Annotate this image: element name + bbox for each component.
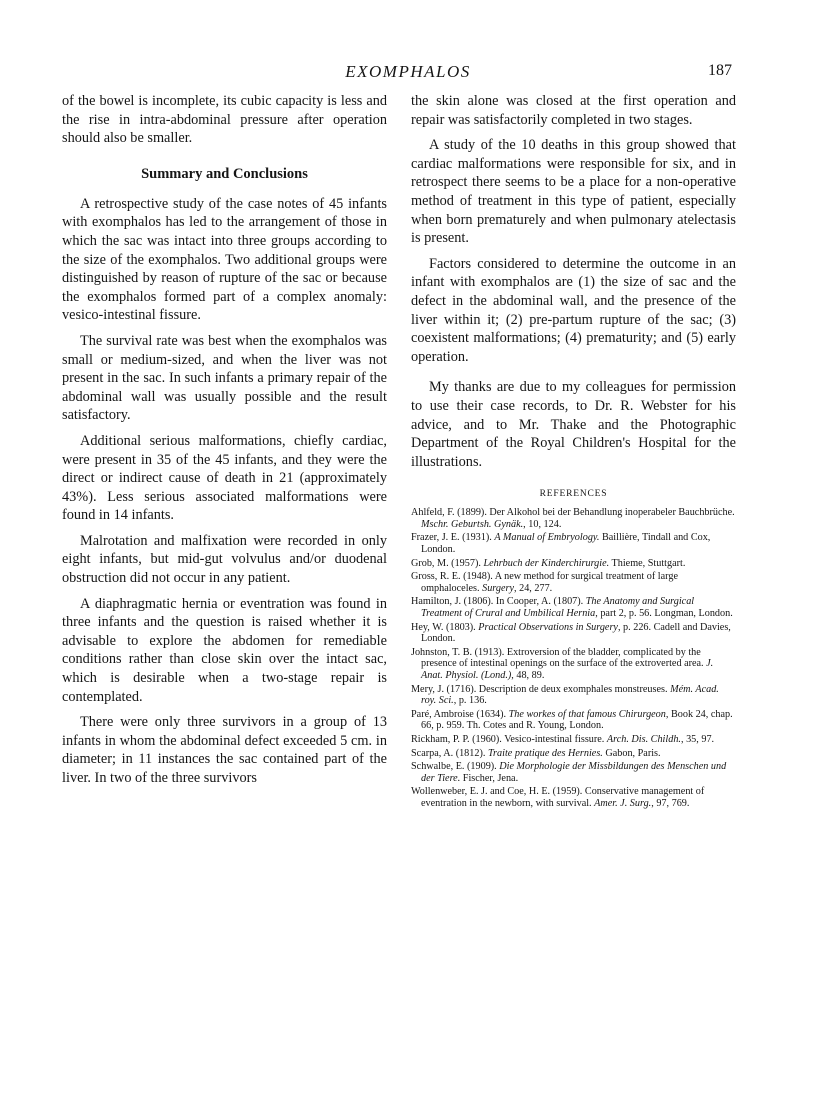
reference-item: Scarpa, A. (1812). Traite pratique des Hernies. Gabon, Paris. bbox=[411, 747, 661, 759]
reference-item: Johnston, T. B. (1913). Extroversion of the bladder, complicated by the presence of intestinal openings on the surface of the extroverted area. J. Anat. Physiol. (Lond.), 48, 89. bbox=[411, 646, 714, 681]
reference-item: Rickham, P. P. (1960). Vesico-intestinal fissure. Arch. Dis. Childh., 35, 97. bbox=[411, 733, 715, 745]
reference-item: Ahlfeld, F. (1899). Der Alkohol bei der Behandlung inoperabeler Bauchbrüche. Mschr. Geburtsh. Gynäk., 10, 124. bbox=[411, 507, 735, 530]
paragraph: There were only three survivors in a group of 13 infants in whom the abdominal defect exceeded 5 cm. in diameter; in 11 instances the sac contained part of the liver. In two of the three survivors bbox=[62, 714, 387, 786]
reference-item: Hey, W. (1803). Practical Observations in Surgery, p. 226. Cadell and Davies, London. bbox=[411, 621, 731, 645]
paragraph: Additional serious malformations, chiefly cardiac, were present in 35 of the 45 infants, and they were the direct or indirect cause of death in 21 (approximately 43%). Less serious associated malformations were found in 14 infants. bbox=[62, 432, 387, 524]
reference-item: Frazer, J. E. (1931). A Manual of Embryology. Baillière, Tindall and Cox, London. bbox=[411, 532, 711, 556]
reference-item: Hamilton, J. (1806). In Cooper, A. (1807). The Anatomy and Surgical Treatment of Crural and Umbilical Hernia, part 2, p. 56. Longman, London. bbox=[411, 596, 733, 620]
paragraph: Malrotation and malfixation were recorded in only eight infants, but mid-gut volvulus and/or duodenal obstruction did not occur in any patient. bbox=[62, 532, 387, 587]
paragraph: The survival rate was best when the exomphalos was small or medium-sized, and when the liver was not present in the sac. In such infants a primary repair of the abdominal wall was usually possible and the result satisfactory. bbox=[62, 332, 387, 424]
reference-item: Gross, R. E. (1948). A new method for surgical treatment of large omphaloceles. Surgery, 24, 277. bbox=[411, 571, 678, 594]
references-title: REFERENCES bbox=[539, 489, 608, 500]
reference-list bbox=[411, 507, 736, 809]
paragraph: A study of the 10 deaths in this group showed that cardiac malformations were responsible for six, and in retrospect there seems to be a place for a non-operative method of treatment in this type of patient, especially when born prematurely and when pulmonary atelectasis is present. bbox=[411, 137, 736, 247]
reference-item: Grob, M. (1957). Lehrbuch der Kinderchirurgie. Thieme, Stuttgart. bbox=[411, 557, 686, 569]
reference-item: Wollenweber, E. J. and Coe, H. E. (1959). Conservative management of eventration in the newborn, with survival. Amer. J. Surg., 97, 769. bbox=[411, 786, 705, 809]
reference-item: Mery, J. (1716). Description de deux exomphales monstreuses. Mém. Acad. roy. Sci., p. 136. bbox=[411, 683, 719, 707]
paragraph: A retrospective study of the case notes of 45 infants with exomphalos has led to the arrangement of those in which the sac was intact into three groups according to the size of the exomphalos. Two additional groups were distinguished by reason of rupture of the sac or because the exomphalos formed part of a complex anomaly: vesico-intestinal fissure. bbox=[62, 195, 387, 324]
right-column bbox=[411, 92, 736, 812]
paragraph: A diaphragmatic hernia or eventration was found in three infants and the question is raised whether it is advisable to explore the abdomen for remediable conditions rather than close skin over the intact sac, which is desirable when a two-stage repair is contemplated. bbox=[62, 595, 387, 705]
paragraph-continued: of the bowel is incomplete, its cubic capacity is less and the rise in intra-abdominal pressure after operation should also be smaller. bbox=[62, 93, 387, 147]
paragraph: Factors considered to determine the outcome in an infant with exomphalos are (1) the size of sac and the defect in the abdominal wall, and the presence of the liver within it; (2) pre-partum rupture of the sac; (3) coexistent malformations; (4) prematurity; and (5) early operation. bbox=[411, 255, 736, 365]
reference-item: Paré, Ambroise (1634). The workes of that famous Chirurgeon, Book 24, chap. 66, p. 959. Th. Cotes and R. Young, London. bbox=[411, 708, 733, 732]
acknowledgements: My thanks are due to my colleagues for permission to use their case records, to Dr. R. Webster for his advice, and to Mr. Thake and the Photographic Department of the Royal Children's Hospital for the illustrations. bbox=[411, 379, 736, 470]
section-title: Summary and Conclusions bbox=[141, 165, 308, 182]
left-column bbox=[62, 92, 387, 795]
running-title: EXOMPHALOS bbox=[345, 62, 471, 81]
page-number: 187 bbox=[708, 62, 732, 79]
page-header bbox=[0, 62, 816, 88]
reference-item: Schwalbe, E. (1909). Die Morphologie der Missbildungen des Menschen und der Tiere. Fischer, Jena. bbox=[411, 761, 727, 784]
paragraph-continued: the skin alone was closed at the first operation and repair was satisfactorily completed in two stages. bbox=[411, 93, 736, 128]
